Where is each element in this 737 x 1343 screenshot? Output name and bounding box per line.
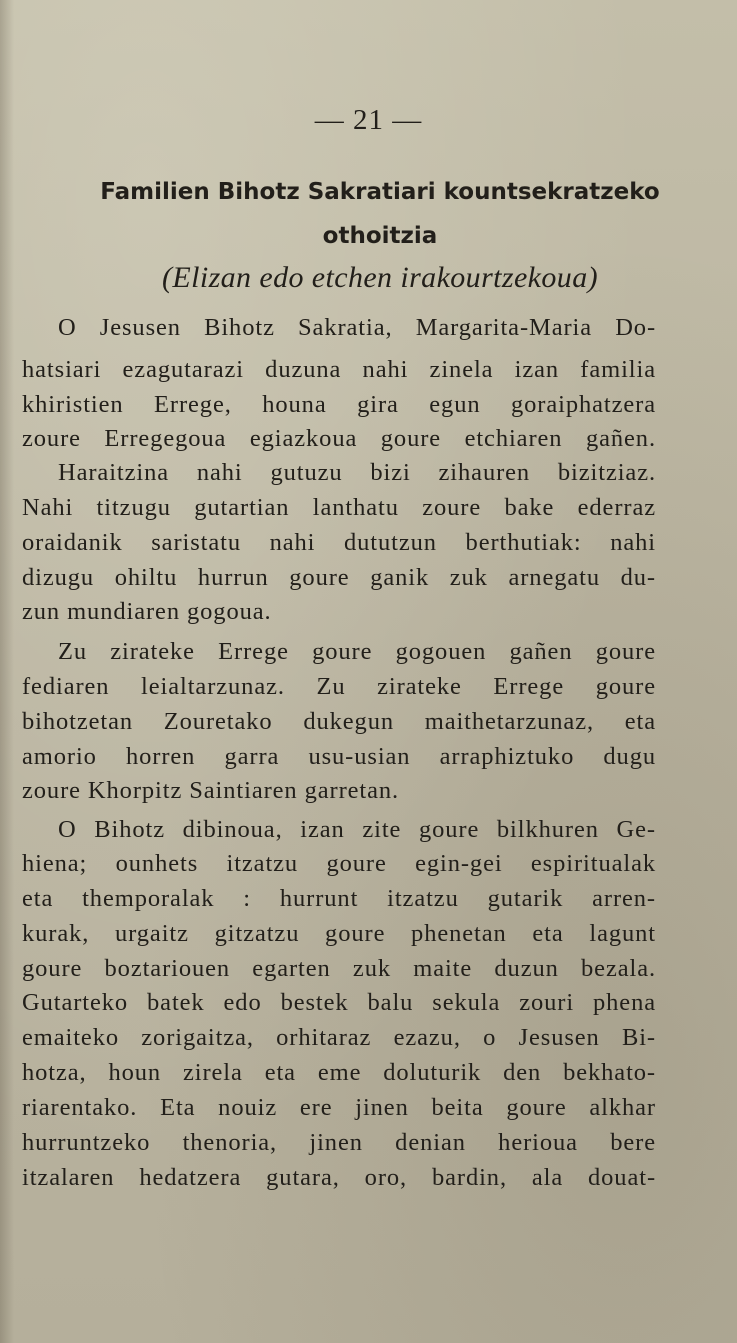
text-line: Haraitzina nahi gutuzu bizi zihauren bizitziaz. [58,459,656,486]
text-line: Zu zirateke Errege goure gogouen gañen goure [58,638,656,665]
text-line: Gutarteko batek edo bestek balu sekula zouri phena [22,989,656,1016]
text-line: goure boztariouen egarten zuk maite duzun bezala. [22,955,656,982]
text-line: hatsiari ezagutarazi duzuna nahi zinela izan familia [22,356,656,383]
text-line: itzalaren hedatzera gutara, oro, bardin, ala douat- [22,1164,656,1191]
text-line: riarentako. Eta nouiz ere jinen beita goure alkhar [22,1094,656,1121]
text-line: bihotzetan Zouretako dukegun maithetarzunaz, eta [22,708,656,735]
text-line: Nahi titzugu gutartian lanthatu zoure bake ederraz [22,494,656,521]
text-line: oraidanik saristatu nahi dututzun berthutiak: nahi [22,529,656,556]
text-line: O Jesusen Bihotz Sakratia, Margarita-Maria Do- [58,314,656,341]
prayer-title [40,170,720,258]
text-line: zoure Khorpitz Saintiaren garretan. [22,777,400,804]
text-line: zoure Erregegoua egiazkoua goure etchiaren gañen. [22,425,656,452]
text-line: amorio horren garra usu-usian arraphiztuko dugu [22,743,656,770]
title-line-1: Familien Bihotz Sakratiari kountsekratzeko [100,179,660,205]
text-line: khiristien Errege, houna gira egun goraiphatzera [22,391,656,418]
text-line: hotza, houn zirela eta eme doluturik den bekhato- [22,1059,656,1086]
text-line: eta themporalak : hurrunt itzatzu gutarik arren- [22,885,656,912]
text-line: kurak, urgaitz gitzatzu goure phenetan eta lagunt [22,920,656,947]
text-line: O Bihotz dibinoua, izan zite goure bilkhuren Ge- [58,816,656,843]
text-line: hurruntzeko thenoria, jinen denian herioua bere [22,1129,656,1156]
text-line: dizugu ohiltu hurrun goure ganik zuk arnegatu du- [22,564,656,591]
text-line: hiena; ounhets itzatzu goure egin-gei espiritualak [22,850,656,877]
text-line: emaiteko zorigaitza, orhitaraz ezazu, o Jesusen Bi- [22,1024,656,1051]
prayer-subtitle: (Elizan edo etchen irakourtzekoua) [162,261,598,294]
title-line-2: othoitzia [322,223,438,249]
page-number: — 21 — [314,104,423,136]
text-line: fediaren leialtarzunaz. Zu zirateke Errege goure [22,673,656,700]
text-line: zun mundiaren gogoua. [22,598,272,625]
page-edge-shadow [0,0,14,1343]
